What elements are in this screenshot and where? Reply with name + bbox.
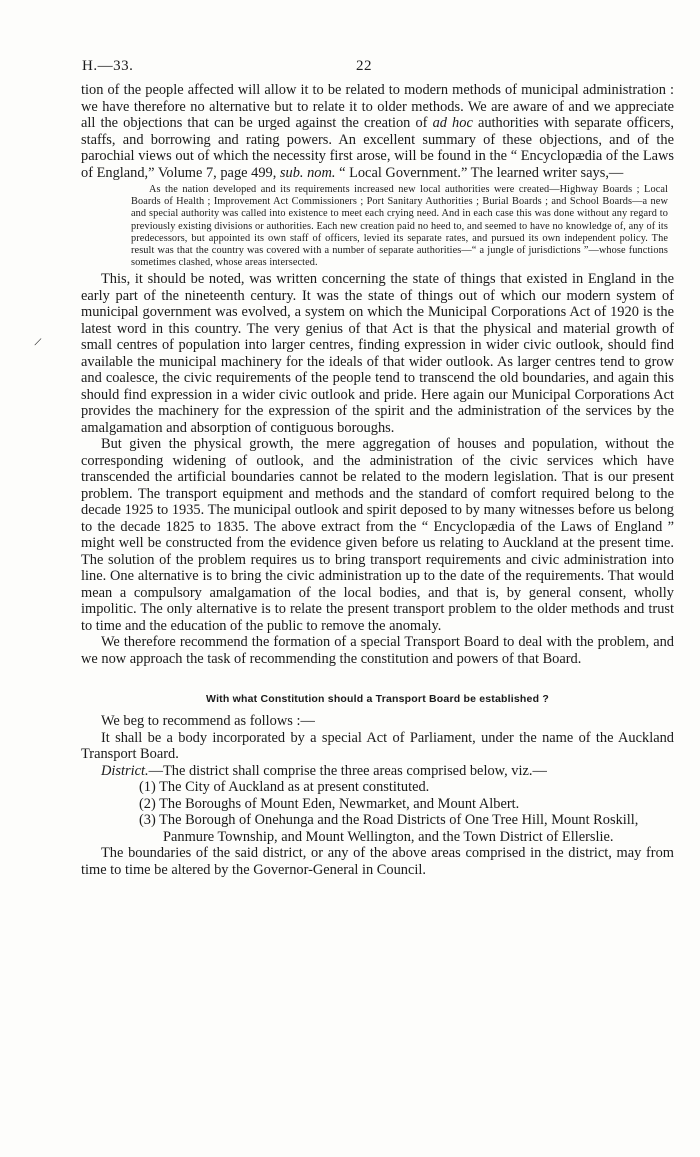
district-item-1: (1) The City of Auckland as at present constituted.: [139, 779, 430, 796]
paragraph-district: District.—The district shall comprise the three areas comprised below, viz.—: [101, 762, 547, 779]
page-number: 22: [356, 58, 372, 74]
paragraph-3: But given the physical growth, the mere aggregation of houses and population, without the corresponding widening of outlook, and the administration of the civic services which have transcended the artificial boundaries cannot be related to the modern legislation. That is our present problem. The transport equipment and methods and the standard of comfort required belong to the decade 1925 to 1935. The municipal outlook and spirit deposed to by many witnesses before us belong to the decade 1825 to 1835. The above extract from the “ Encyclopædia of the Laws of England ” might well be constructed from the evidence given before us relating to Auckland at the present time. The solution of the problem requires us to bring transport requirements and civic administration into line. One alternative is to bring the civic administration up to the date of the requirements. That would mean a compulsory amalgamation of the local bodies, and that is, by general consent, wholly impolitic. The only alternative is to relate the present transport problem to the older methods and trust to time and the education of the public to remove the anomaly.: [81, 436, 674, 634]
paragraph-4: We therefore recommend the formation of a special Transport Board to deal with the problem, and we now approach the task of recommending the constitution and powers of that Board.: [81, 634, 674, 667]
paragraph-5: We beg to recommend as follows :—: [101, 713, 315, 730]
paragraph-8: The boundaries of the said district, or any of the above areas comprised in the district, may from time to time be altered by the Governor-General in Council.: [81, 845, 674, 878]
paragraph-1: tion of the people affected will allow it to be related to modern methods of municipal administration : we have therefore no alternative but to relate it to older methods. We are aware of and we appreciate all the objections that can be urged against the creation of ad hoc authorities with separate officers, staffs, and borrowing and rating powers. An excellent summary of these objections, and of the parochial views out of which the necessity first arose, will be found in the “ Encyclopædia of the Laws of England,” Volume 7, page 499, sub. nom. “ Local Government.” The learned writer says,—: [81, 82, 675, 181]
section-heading: With what Constitution should a Transport Board be established ?: [206, 693, 549, 706]
paragraph-2: This, it should be noted, was written concerning the state of things that existed in England in the early part of the nineteenth century. It was the state of things out of which our modern system of municipal government was evolved, a system on which the Municipal Corporations Act of 1920 is the latest word in this country. The very genius of that Act is that the physical and material growth of small centres of population into larger centres, finding expression in wider civic outlook, should find available the municipal machinery for the ideals of that wider outlook. As larger centres tend to grow and coalesce, the civic requirements of the people tend to transcend the old boundaries, and again this should find expression in a wider civic outlook and pride. Here again our Municipal Corporations Act provides the machinery for the expression of the spirit and the administration of the services by the amalgamation and absorption of contiguous boroughs.: [81, 271, 674, 436]
district-item-2: (2) The Boroughs of Mount Eden, Newmarket, and Mount Albert.: [139, 795, 520, 812]
quote-text: As the nation developed and its requirements increased new local authorities were created—Highway Boards ; Local Boards of Health ; Improvement Act Commissioners ; Port Sanitary Authorities ; Burial Boards ; and School Boards—a new and special authority was called into existence to meet each crying need. And in each case this was done without any regard to previously existing divisions or authorities. Each new creation paid no heed to, and seemed to have no knowledge of, any of its predecessors, but appointed its own staff of officers, levied its separate rates, and pursued its own independent policy. The result was that the country was covered with a number of separate authorities—“ a jungle of jurisdictions ”—whose functions sometimes clashed, whose areas intersected.: [131, 184, 668, 269]
paragraph-6: It shall be a body incorporated by a special Act of Parliament, under the name of the Auckland Transport Board.: [81, 729, 674, 763]
margin-tick-mark: /: [33, 333, 43, 350]
block-quote: [131, 184, 668, 269]
district-item-3: (3) The Borough of Onehunga and the Road Districts of One Tree Hill, Mount Roskill, Panmure Township, and Mount Wellington, and the Town District of Ellerslie.: [139, 812, 639, 845]
page-body: [81, 82, 674, 878]
document-reference: H.—33.: [82, 58, 134, 74]
